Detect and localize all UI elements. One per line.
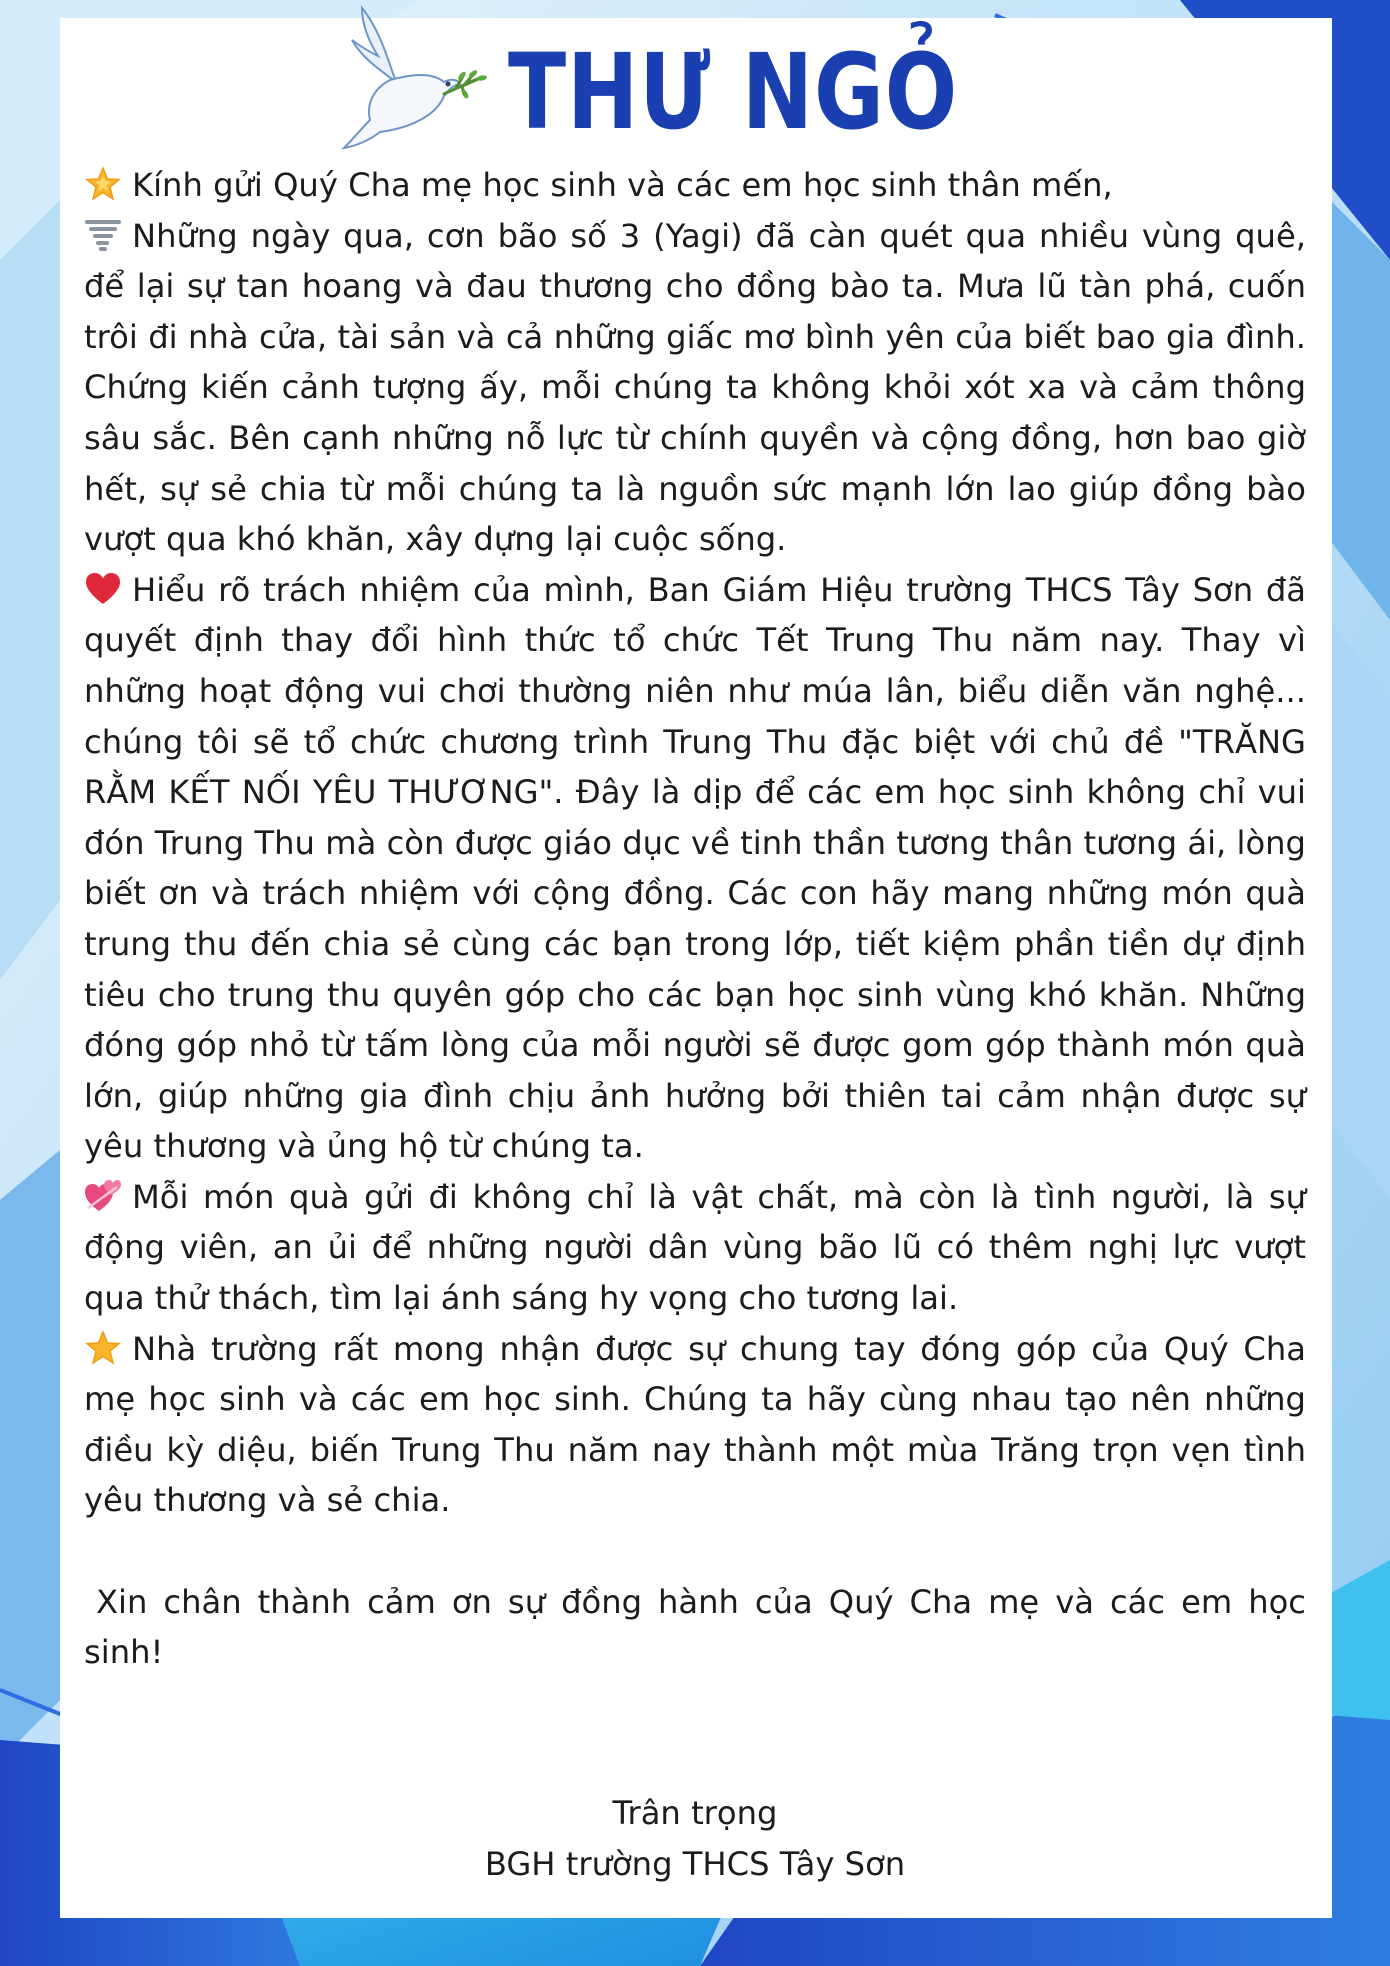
star-icon <box>84 1330 122 1366</box>
heart-with-ribbon-icon <box>84 1178 122 1214</box>
header <box>340 0 960 160</box>
paragraph-appeal <box>84 1324 1306 1526</box>
paragraph-mid-autumn-text: Hiểu rõ trách nhiệm của mình, Ban Giám Hiệu trường THCS Tây Sơn đã quyết định thay đổi hình thức tổ chức Tết Trung Thu năm nay. Thay vì những hoạt động vui chơi thường niên như múa lân, biểu diễn văn nghệ... chúng tôi sẽ tổ chức chương trình Trung Thu đặc biệt với chủ đề "TRĂNG RẰM KẾT NỐI YÊU THƯƠNG". Đây là dịp để các em học sinh không chỉ vui đón Trung Thu mà còn được giáo dục về tinh thần tương thân tương ái, lòng biết ơn và trách nhiệm với cộng đồng. Các con hãy mang những món quà trung thu đến chia sẻ cùng các bạn trong lớp, tiết kiệm phần tiền dự định tiêu cho trung thu quyên góp cho các bạn học sinh vùng khó khăn. Những đóng góp nhỏ từ tấm lòng của mỗi người sẽ được gom góp thành món quà lớn, giúp những gia đình chịu ảnh hưởng bởi thiên tai cảm nhận được sự yêu thương và ủng hộ từ chúng ta. <box>84 570 1306 1166</box>
signature-text: BGH trường THCS Tây Sơn <box>484 1845 906 1883</box>
blank-line <box>84 1526 1306 1577</box>
thanks-paragraph <box>84 1577 1306 1678</box>
paragraph-gifts <box>84 1172 1306 1324</box>
tornado-icon <box>84 217 122 253</box>
greeting-paragraph <box>84 160 1306 211</box>
red-heart-icon <box>84 571 122 607</box>
paragraph-gifts-text: Mỗi món quà gửi đi không chỉ là vật chất, mà còn là tình người, là sự động viên, an ủi để những người dân vùng bão lũ có thêm nghị lực vượt qua thử thách, tìm lại ánh sáng hy vọng cho tương lai. <box>84 1177 1306 1318</box>
letter-title: THƯ NGỎ <box>508 31 959 153</box>
closing-text: Trân trọng <box>612 1794 778 1832</box>
paragraph-appeal-text: Nhà trường rất mong nhận được sự chung tay đóng góp của Quý Cha mẹ học sinh và các em học sinh. Chúng ta hãy cùng nhau tạo nên những điều kỳ diệu, biến Trung Thu năm nay thành một mùa Trăng trọn vẹn tình yêu thương và sẻ chia. <box>84 1329 1306 1520</box>
letter-body <box>84 160 1306 1678</box>
thanks-text: Xin chân thành cảm ơn sự đồng hành của Quý Cha mẹ và các em học sinh! <box>84 1582 1306 1672</box>
paragraph-storm-text: Những ngày qua, cơn bão số 3 (Yagi) đã càn quét qua nhiều vùng quê, để lại sự tan hoang và đau thương cho đồng bào ta. Mưa lũ tàn phá, cuốn trôi đi nhà cửa, tài sản và cả những giấc mơ bình yên của biết bao gia đình. Chứng kiến cảnh tượng ấy, mỗi chúng ta không khỏi xót xa và cảm thông sâu sắc. Bên cạnh những nỗ lực từ chính quyền và cộng đồng, hơn bao giờ hết, sự sẻ chia từ mỗi chúng ta là nguồn sức mạnh lớn lao giúp đồng bào vượt qua khó khăn, xây dựng lại cuộc sống. <box>84 216 1306 559</box>
glowing-star-icon <box>84 166 122 202</box>
greeting-text: Kính gửi Quý Cha mẹ học sinh và các em học sinh thân mến, <box>132 166 1113 204</box>
paragraph-mid-autumn <box>84 565 1306 1172</box>
paragraph-storm <box>84 211 1306 565</box>
dove-with-olive-branch-icon <box>340 0 500 160</box>
